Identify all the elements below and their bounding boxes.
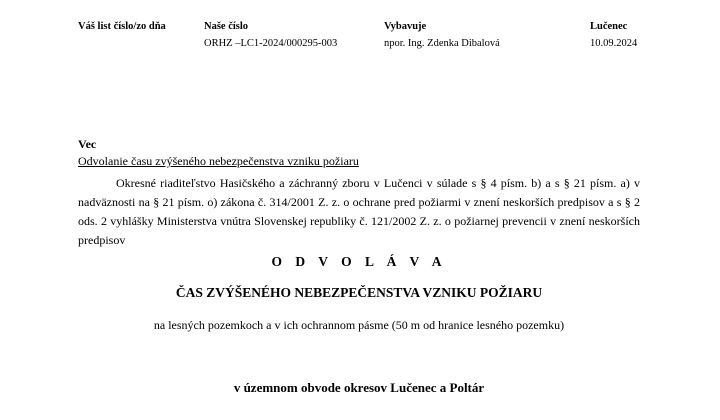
header-value-handled-by: npor. Ing. Zdenka Dibalová [384,38,500,49]
header-label-our-number: Naše číslo [204,21,249,32]
header-label-place: Lučenec [590,21,628,32]
decision-region: v územnom obvode okresov Lučenec a Poltár [233,380,485,395]
header-column-handled-by [384,18,500,52]
decision-verb: O D V O L Á V A [271,254,447,269]
subject-text: Odvolanie času zvýšeného nebezpečenstva vzniku požiaru [78,154,359,168]
subject-label: Vec [78,137,97,151]
header-label-your-letter: Váš list číslo/zo dňa [78,21,166,32]
header-column-place-date [590,18,637,52]
decision-scope: na lesných pozemkoch a v ich ochrannom pásme (50 m od hranice lesného pozemku) [153,318,565,332]
header-label-handled-by: Vybavuje [384,21,427,32]
header-column-reference [78,18,166,35]
body-paragraph: Okresné riaditeľstvo Hasičského a záchranný zboru v Lučenci v súlade s § 4 písm. b) a s § 21 písm. a) v nadväznosti na § 21 písm. o) zákona č. 314/2001 Z. z. o ochrane pred požiarmi v znení neskorších predpisov a s § 2 ods. 2 vyhlášky Ministerstva vnútra Slovenskej republiky č. 121/2002 Z. z. o požiarnej prevencii v znení neskorších predpisov [78,176,640,247]
header-value-our-number: ORHZ –LC1-2024/000295-003 [204,38,338,49]
header-column-our-number [204,18,337,52]
decision-heading: ČAS ZVÝŠENÉHO NEBEZPEČENSTVA VZNIKU POŽIARU [175,285,543,300]
header-value-date: 10.09.2024 [590,38,638,49]
